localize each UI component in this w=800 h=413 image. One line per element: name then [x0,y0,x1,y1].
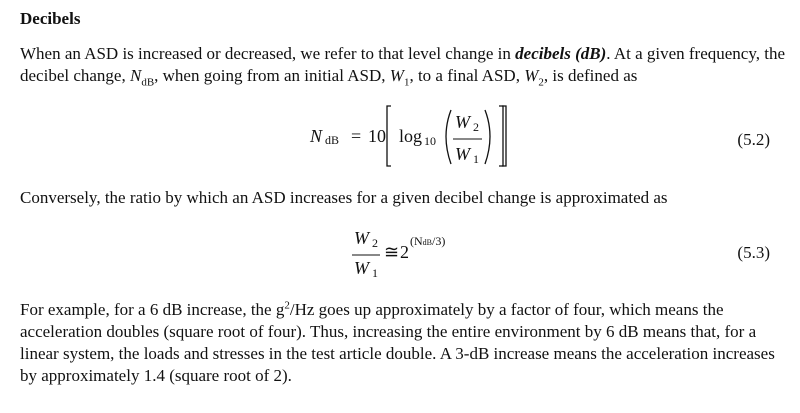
var-w1-sub: 1 [403,76,410,89]
var-w1: W [389,66,404,85]
eq-base: 2 [400,242,409,262]
var-w2-sub: 2 [538,76,544,89]
eq-num-w: W [354,228,369,248]
eq-den-sub: 1 [473,152,479,166]
eq-fraction-graphic [352,228,492,284]
var-n: N [129,66,142,85]
text: , when going from an initial ASD, [154,66,390,85]
var-n-sub: dB [141,76,155,89]
example-paragraph [20,299,790,387]
eq-den-w: W [354,258,369,278]
equation-5-3 [352,228,492,284]
eq-log: log [399,126,423,146]
text: . At a given frequency, the decibel change, [20,44,786,85]
section-heading: Decibels [20,9,81,28]
text: /Hz goes up approximately by a factor of four, which means the acceleration doubles (square root of four). Thus, increasing the entire environment by 6 dB means that, for a linear system, the loads and stresses in the test article double. A 3-dB increase means the acceleration increases by approximately 1.4 (square root of 2). [20,300,775,385]
equation-number-5-2: (5.2) [737,130,770,149]
text: For example, for a 6 dB increase, the g [20,300,285,319]
equation-number-5-3: (5.3) [737,243,770,262]
eq-lhs-n: N [310,126,323,146]
eq-num-w: W [455,112,470,132]
eq-approx: ≅ [384,242,400,262]
eq-exp-open: (NdB/3) [410,234,446,248]
eq-den-w: W [455,144,470,164]
equation-5-2 [310,100,540,170]
eq-brackets-graphic [310,100,540,170]
eq-ten: 10 [368,126,386,146]
text: , to a final ASD, [409,66,525,85]
eq-lhs-sub: dB [325,133,340,147]
conversely-paragraph: Conversely, the ratio by which an ASD increases for a given decibel change is approximated as [20,188,668,207]
superscript-two: 2 [284,299,290,312]
eq-equals: = [351,126,362,146]
text: When an ASD is increased or decreased, we refer to that level change in [20,44,516,63]
emphasis-decibels: decibels (dB) [515,44,607,63]
eq-num-sub: 2 [372,236,378,250]
eq-den-sub: 1 [372,266,378,280]
var-w2: W [524,66,539,85]
intro-paragraph [20,43,790,87]
text: , is defined as [543,66,638,85]
eq-num-sub: 2 [473,120,479,134]
eq-log-sub: 10 [424,134,436,148]
